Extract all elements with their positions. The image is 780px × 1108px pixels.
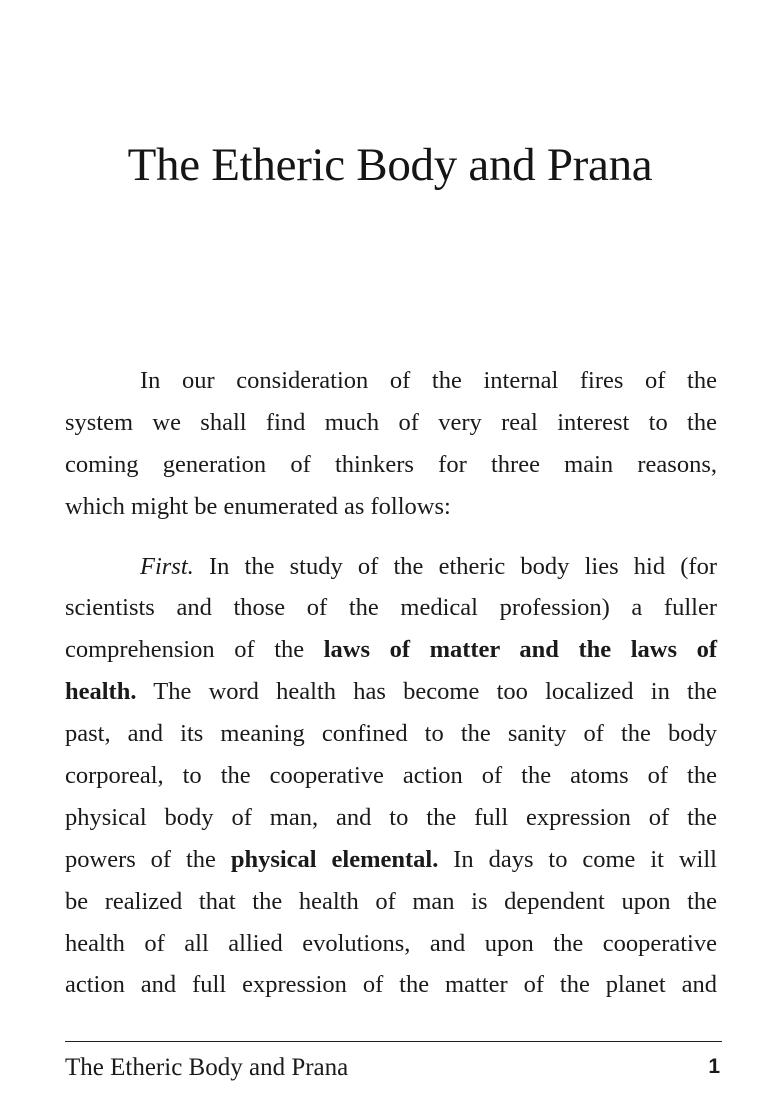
text-run: system we shall find much of very real interest to the — [65, 408, 717, 436]
paragraph — [65, 546, 717, 1007]
footer-rule — [65, 1041, 722, 1042]
text-line — [65, 486, 717, 528]
text-run: corporeal, to the cooperative action of the atoms of the — [65, 762, 717, 790]
text-line — [65, 360, 717, 402]
text-run: which might be enumerated as follows: — [65, 492, 451, 520]
text-line — [65, 755, 717, 797]
text-run: be realized that the health of man is dependent upon the — [65, 887, 717, 915]
text-run: In our consideration of the internal fires of the — [140, 367, 717, 394]
text-run: powers of the — [65, 845, 231, 873]
text-run: scientists and those of the medical profession) a fuller — [65, 594, 717, 622]
text-line — [65, 713, 717, 755]
bold-text: health. — [65, 678, 137, 706]
text-line — [65, 881, 717, 923]
text-run: The word health has become too localized in the — [136, 678, 717, 706]
text-line — [65, 546, 717, 588]
text-line — [65, 964, 717, 1006]
paragraph-gap — [65, 528, 717, 546]
text-line — [65, 629, 717, 671]
text-run: In the study of the etheric body lies hid (for — [193, 552, 717, 580]
text-run: In days to come it will — [438, 845, 717, 873]
page-number: 1 — [708, 1055, 720, 1078]
text-line — [65, 797, 717, 839]
text-run: physical body of man, and to the full expression of the — [65, 803, 717, 831]
paragraph — [65, 360, 717, 528]
bold-text: physical elemental. — [230, 845, 439, 873]
body-text — [65, 360, 717, 1006]
text-run: comprehension of the — [65, 636, 324, 664]
text-line — [65, 444, 717, 486]
text-run: action and full expression of the matter of the planet and — [65, 971, 717, 999]
text-line — [65, 923, 717, 965]
text-line — [65, 839, 717, 881]
text-run: coming generation of thinkers for three main reasons, — [65, 450, 717, 478]
footer-running-title: The Etheric Body and Prana — [65, 1054, 349, 1081]
text-run: past, and its meaning confined to the sanity of the body — [65, 720, 717, 748]
text-line — [65, 671, 717, 713]
text-run: health of all allied evolutions, and upon the cooperative — [65, 929, 717, 957]
text-line — [65, 402, 717, 444]
italic-text: First. — [140, 552, 194, 580]
text-line — [65, 587, 717, 629]
bold-text: laws of matter and the laws of — [323, 636, 717, 664]
chapter-title: The Etheric Body and Prana — [127, 139, 653, 191]
